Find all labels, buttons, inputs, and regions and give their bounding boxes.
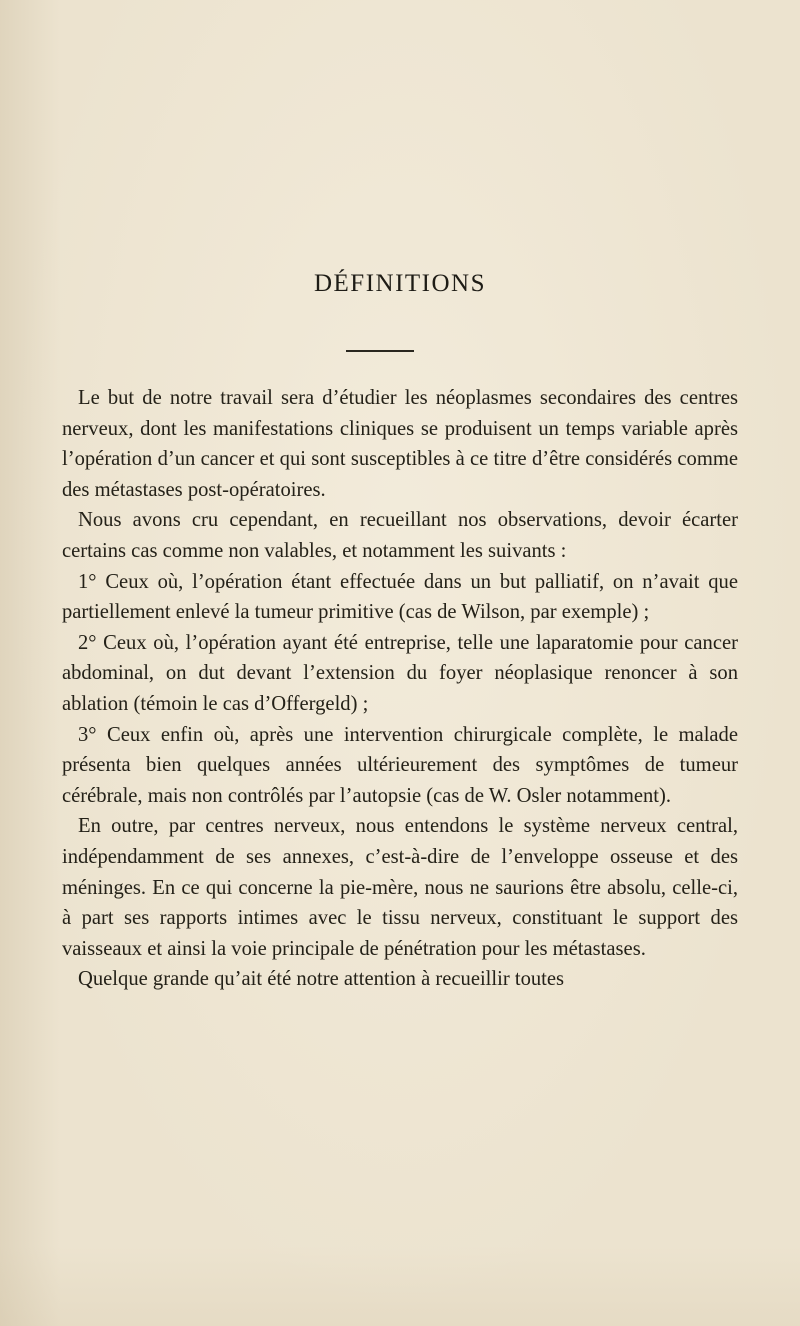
title-rule (346, 350, 414, 352)
body-text (62, 383, 738, 995)
paragraph-case-3: 3° Ceux enfin où, après une intervention chirurgicale complète, le malade présenta bien quelques années ultérieurement des symptômes de tumeur cérébrale, mais non contrôlés par l’autopsie (cas de W. Osler notamment). (62, 723, 738, 807)
paragraph-definition: En outre, par centres nerveux, nous entendons le système nerveux central, indépendamment de ses annexes, c’est-à-dire de l’enveloppe osseuse et des méninges. En ce qui concerne la pie-mère, nous ne saurions être absolu, celle-ci, à part ses rapports intimes avec le tissu nerveux, constituant le support des vaisseaux et ainsi la voie principale de pénétration pour les métastases. (62, 815, 738, 960)
paragraph-case-1: 1° Ceux où, l’opération étant effectuée dans un but palliatif, on n’avait que partiellement enlevé la tumeur primitive (cas de Wilson, par exemple) ; (62, 570, 738, 624)
paragraph-case-2: 2° Ceux où, l’opération ayant été entreprise, telle une laparatomie pour cancer abdominal, on dut devant l’extension du foyer néoplasique renoncer à son ablation (témoin le cas d’Offergeld) ; (62, 631, 738, 715)
paragraph-intro: Le but de notre travail sera d’étudier les néoplasmes secondaires des centres nerveux, dont les manifestations cliniques se produisent un temps variable après l’opération d’un cancer et qui sont susceptibles à ce titre d’être considérés comme des métastases post-opératoires. (62, 387, 738, 501)
paragraph-continuation: Quelque grande qu’ait été notre attention à recueillir toutes (78, 968, 565, 991)
section-title: DÉFINITIONS (313, 270, 487, 297)
paragraph-exclusions: Nous avons cru cependant, en recueillant nos observations, devoir écarter certains cas comme non valables, et notamment les suivants : (62, 509, 738, 562)
